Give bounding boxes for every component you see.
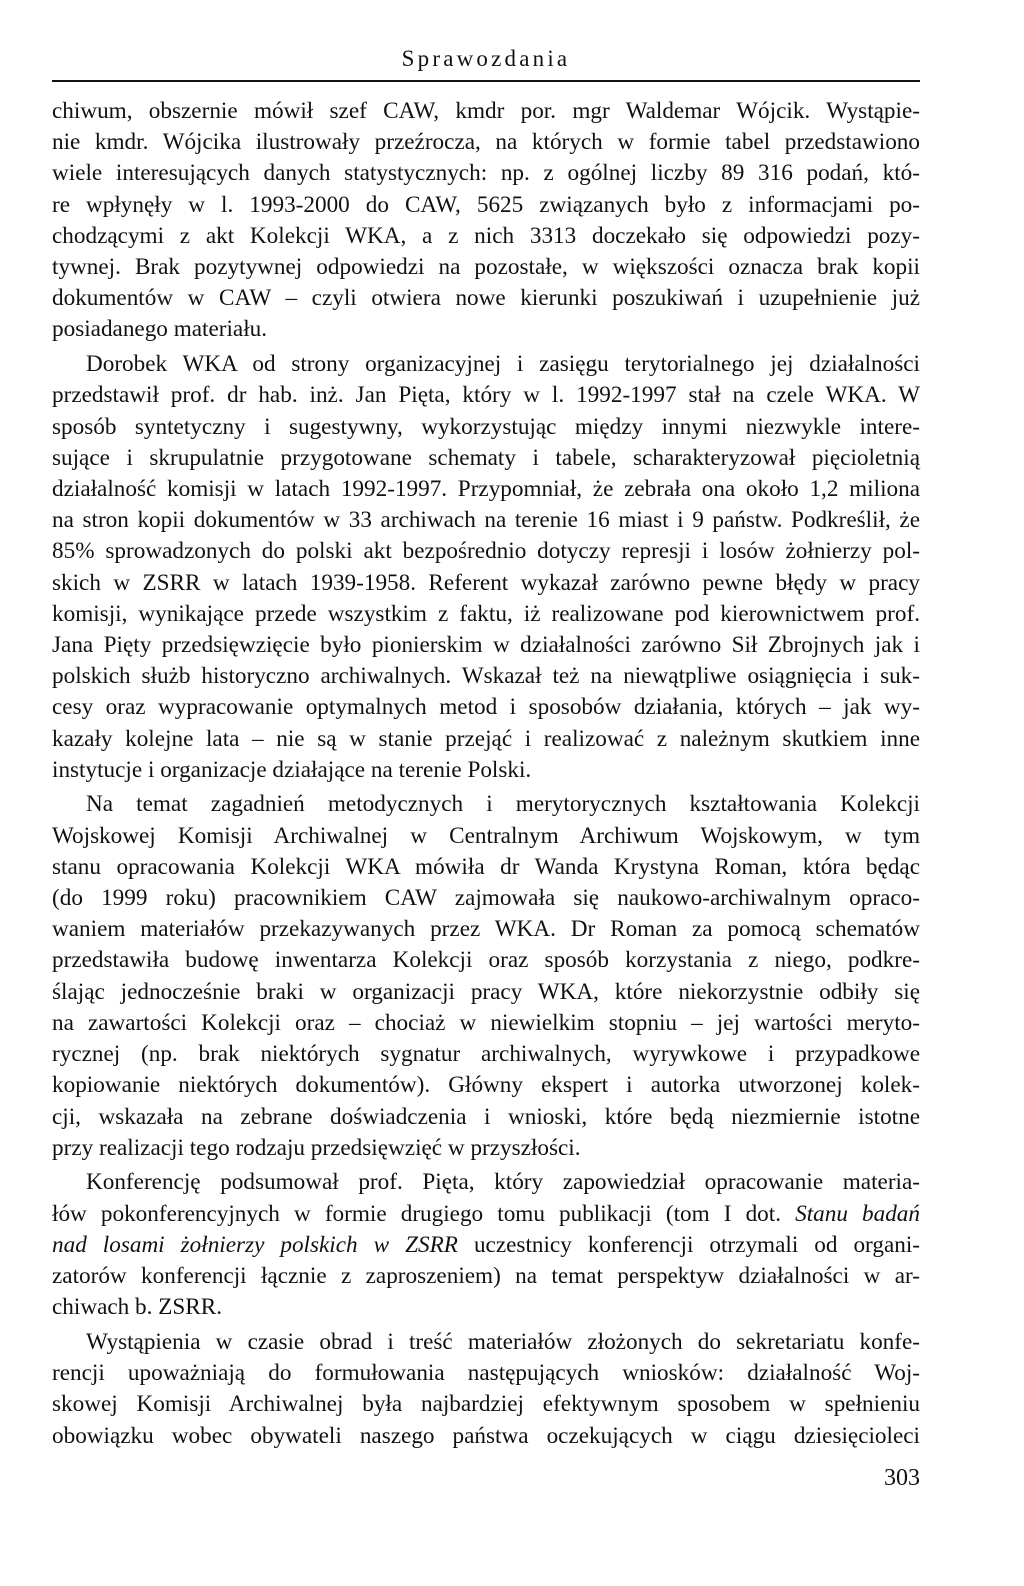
text-line: Wystąpienia w czasie obrad i treść materiałów złożonych do sekretariatu konfe- xyxy=(86,1328,920,1355)
text-line xyxy=(52,1199,920,1230)
text-line: skich w ZSRR w latach 1939-1958. Referent wykazał zarówno pewne błędy w pracy xyxy=(52,569,920,596)
paragraph-4 xyxy=(52,1167,920,1323)
italic-title: Stanu badań xyxy=(795,1200,920,1227)
text-line: rencji upoważniają do formułowania następujących wniosków: działalność Woj- xyxy=(52,1360,920,1387)
text-line: cesy oraz wypracowanie optymalnych metod i sposobów działania, których – jak wy- xyxy=(52,694,920,721)
text-line: tywnej. Brak pozytywnej odpowiedzi na pozostałe, w większości oznacza brak kopii xyxy=(52,254,920,281)
paragraph-2 xyxy=(52,349,920,786)
text-line: polskich służb historyczno archiwalnych. Wskazał też na niewątpliwe osiągnięcia i suk- xyxy=(52,663,920,690)
text-line: re wpłynęły w l. 1993-2000 do CAW, 5625 związanych było z informacjami po- xyxy=(52,191,920,218)
text-line: przedstawiła budowę inwentarza Kolekcji oraz sposób korzystania z niego, podkre- xyxy=(52,947,920,974)
paragraph-5 xyxy=(52,1327,920,1452)
text-line: sposób syntetyczny i sugestywny, wykorzystując między innymi niezwykle intere- xyxy=(52,413,920,440)
text-line: nie kmdr. Wójcika ilustrowały przeźrocza, na których w formie tabel przedstawiono xyxy=(52,129,920,156)
text-line: posiadanego materiału. xyxy=(52,316,268,343)
text-line: stanu opracowania Kolekcji WKA mówiła dr Wanda Krystyna Roman, która będąc xyxy=(52,853,920,880)
text-line: Wojskowej Komisji Archiwalnej w Centralnym Archiwum Wojskowym, w tym xyxy=(52,822,920,849)
text-line: chiwum, obszernie mówił szef CAW, kmdr por. mgr Waldemar Wójcik. Wystąpie- xyxy=(52,98,920,124)
text-line: instytucje i organizacje działające na terenie Polski. xyxy=(52,756,532,783)
text-line: Konferencję podsumował prof. Pięta, który zapowiedział opracowanie materia- xyxy=(86,1169,920,1196)
text-line: na zawartości Kolekcji oraz – chociaż w niewielkim stopniu – jej wartości meryto- xyxy=(52,1009,920,1036)
text-line: ślając jednocześnie braki w organizacji pracy WKA, które niekorzystnie odbiły się xyxy=(52,978,920,1005)
text-line: 85% sprowadzonych do polski akt bezpośrednio dotyczy represji i losów żołnierzy pol- xyxy=(52,538,920,565)
text-line: chodzącymi z akt Kolekcji WKA, a z nich 3313 doczekało się odpowiedzi pozy- xyxy=(52,222,920,249)
text-line: działalność komisji w latach 1992-1997. Przypomniał, że zebrała ona około 1,2 miliona xyxy=(52,475,920,502)
text-line: obowiązku wobec obywateli naszego państwa oczekujących w ciągu dziesięcioleci xyxy=(52,1422,920,1449)
running-header: Sprawozdania xyxy=(401,46,571,71)
article-body xyxy=(52,96,920,1455)
text-line: wiele interesujących danych statystycznych: np. z ogólnej liczby 89 316 podań, któ- xyxy=(52,160,920,187)
text-segment: uczestnicy konferencji otrzymali od organi- xyxy=(473,1231,920,1258)
text-line: rycznej (np. brak niektórych sygnatur archiwalnych, wyrywkowe i przypadkowe xyxy=(52,1041,920,1068)
text-line: chiwach b. ZSRR. xyxy=(52,1294,223,1321)
text-line: przy realizacji tego rodzaju przedsięwzięć w przyszłości. xyxy=(52,1134,581,1161)
text-line: przedstawił prof. dr hab. inż. Jan Pięta, który w l. 1992-1997 stał na czele WKA. W xyxy=(52,382,920,409)
page-number: 303 xyxy=(884,1465,920,1491)
text-line: skowej Komisji Archiwalnej była najbardziej efektywnym sposobem w spełnieniu xyxy=(52,1391,920,1418)
text-line: kopiowanie niektórych dokumentów). Główny ekspert i autorka utworzonej kolek- xyxy=(52,1072,920,1099)
text-line: kazały kolejne lata – nie są w stanie przejąć i realizować z należnym skutkiem inne xyxy=(52,725,920,752)
text-line: Na temat zagadnień metodycznych i merytorycznych kształtowania Kolekcji xyxy=(86,791,920,818)
text-line: Dorobek WKA od strony organizacyjnej i zasięgu terytorialnego jej działalności xyxy=(86,351,920,378)
header-rule xyxy=(52,80,920,82)
text-line: Jana Pięty przedsięwzięcie było pionierskim w działalności zarówno Sił Zbrojnych jak i xyxy=(52,631,920,658)
text-line: komisji, wynikające przede wszystkim z faktu, iż realizowane pod kierownictwem prof. xyxy=(52,600,920,627)
text-line: waniem materiałów przekazywanych przez WKA. Dr Roman za pomocą schematów xyxy=(52,916,920,943)
text-line: zatorów konferencji łącznie z zaproszeniem) na temat perspektyw działalności w ar- xyxy=(52,1263,920,1290)
text-line: na stron kopii dokumentów w 33 archiwach na terenie 16 miast i 9 państw. Podkreślił, że xyxy=(52,507,920,534)
text-line: dokumentów w CAW – czyli otwiera nowe kierunki poszukiwań i uzupełnienie już xyxy=(52,285,920,312)
paragraph-3 xyxy=(52,789,920,1163)
text-line xyxy=(52,1230,920,1261)
text-line: (do 1999 roku) pracownikiem CAW zajmowała się naukowo-archiwalnym opraco- xyxy=(52,885,920,912)
paragraph-1 xyxy=(52,96,920,346)
text-segment: łów pokonferencyjnych w formie drugiego tomu publikacji (tom I dot. xyxy=(52,1200,781,1227)
text-line: cji, wskazała na zebrane doświadczenia i wnioski, które będą niezmiernie istotne xyxy=(52,1103,920,1130)
italic-title: nad losami żołnierzy polskich w ZSRR xyxy=(52,1231,458,1258)
text-line: sujące i skrupulatnie przygotowane schematy i tabele, scharakteryzował pięcioletnią xyxy=(52,444,920,471)
